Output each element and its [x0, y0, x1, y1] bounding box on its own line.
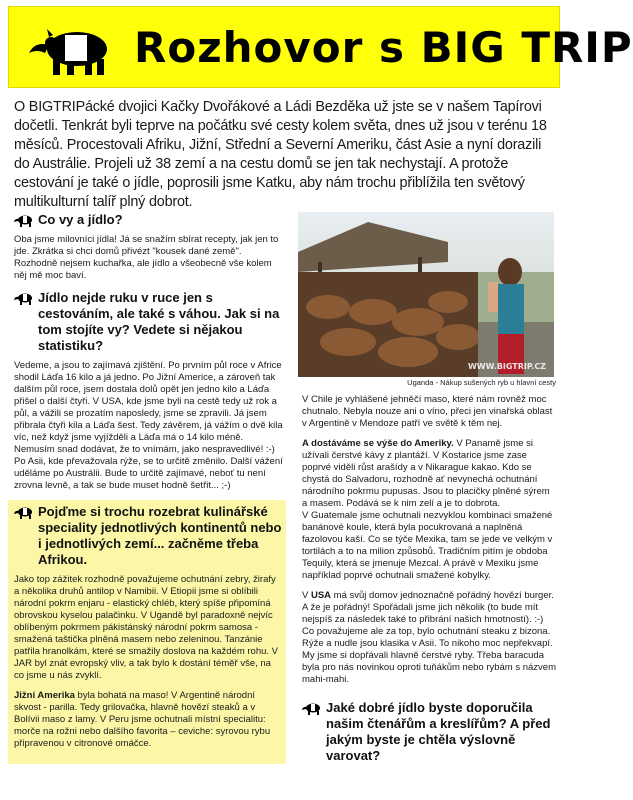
right-column — [296, 212, 556, 770]
left-column — [8, 212, 286, 764]
answer-text: V Guatemale jsme ochutnali nezvyklou kombinaci smažené banánové koule, která byla pocukrovaná a naplněná fazolovou kaší. Co se týče Mexika, tam se jede ve velkým v tortilách a to na milion způsobů. Tradičním pitím je obdoba Tequily, která se jmenuje Mezcal. A právě v Mexiku jsme například poprvé ochutnali smažené kobylky. — [302, 510, 553, 581]
header-banner — [8, 6, 633, 88]
intro-paragraph: O BIGTRIPácké dvojici Kačky Dvořákové a Ládi Bezděka už jste se v našem Tapírovi dočetli. Tenkrát byli teprve na počátku své cesty kolem světa, dnes už jsou v terénu 18 měsíců. Procestovali Afriku, Jižní, Střední a Severní Ameriku, část Asie a nyní dorazili do Austrálie. Projeli už 38 zemí a na cestu domů se jen tak nechystají. A protože cestování je také o jídle, poprosili jsme Katku, aby nám trochu přiblížila ten světový multikulturní talíř plný dobrot. — [14, 99, 547, 210]
tapir-bullet-icon — [14, 213, 34, 227]
question-heading — [14, 290, 286, 354]
answer-text: Vedeme, a jsou to zajímavá zjištění. Po prvním půl roce v Africe shodil Láďa 16 kilo a já jedno. Po Jižní Americe, a zároveň tak dalším půl roce, jsem dostala dolů opět jen jedno kilo a Láďa přišel o další čtyři. V USA, kde jsme byli na cestě tedy už rok a půl, a vážili se prozatím naposledy, jsme se zpravili. Já jsem přibrala čtyři kila a Láďa šest. Tedy závěrem, já vážím o dvě kila víc, než když jsme vyjížděli a Láďa má o 14 kilo méně. Nemusím snad dodávat, že to vnímám, jako nespravedlivé! :-) Po Asii, kde převažovala rýže, se to určitě změnilo. Další vážení uděláme po Austrálii. Bude to určitě zajímavé, neboť tu není zrovna levně, a tak se bude muset hodně šetřit... ;-) — [14, 360, 283, 491]
page-title: Rozhovor s BIG TRIP — [134, 23, 633, 72]
emphasis: Jižní Amerika — [14, 690, 75, 701]
question-heading — [14, 504, 282, 568]
answer-text: A dostáváme se výše do Ameriky. V Panamě jsme si užívali čerstvé kávy z plantáží. V Kostarice jsme zase poprvé viděli růst arašídy a v Nikarague kakao. Kdo se chystá do Salvadoru, rozhodně ať nevynechá ochutnání národního pokrmu pupusas. Jsou to placičky plněné sýrem a masem. Podává se k nim zelí a je to dobrota. — [302, 438, 550, 509]
tapir-bullet-icon — [14, 291, 34, 305]
market-photo — [298, 212, 554, 377]
photo — [298, 212, 554, 377]
tapir-bullet-icon — [14, 505, 34, 519]
photo-caption: Uganda - Nákup sušených ryb u hlavní cesty — [407, 378, 556, 387]
emphasis: A dostáváme se výše do Ameriky. — [302, 438, 454, 449]
question-text: Pojďme si trochu rozebrat kulinářské speciality jednotlivých kontinentů nebo i jednotlivých zemí... začněme třeba Afrikou. — [38, 504, 282, 567]
emphasis: USA — [310, 590, 332, 601]
question-text: Co vy a jídlo? — [38, 212, 123, 227]
answer-text: V USA má svůj domov jednoznačně pořádný hovězí burger. A že je pořádný! Spořádali jsme jich několik (to bude mít nejspíš za následek také to přibrání našich hmotností). :-) Co považujeme ale za top, bylo ochutnání steaku z bizona. Rýže a nudle jsou klasika v Asii. To nikoho moc nepřekvapí. My jsme si dopřávali hlavně čerstvé ryby. Třeba baracuda byla pro nás novinkou oproti tuňákům nebo rybám s názvem mahi-mahi. — [302, 590, 556, 685]
question-text: Jaké dobré jídlo byste doporučila našim čtenářům a kreslířům? A před jakým byste je chtěla výslovně varovat? — [326, 700, 551, 763]
answer-text: V Chile je vyhlášené jehněčí maso, které nám rovněž moc chutnalo. Nebyla nouze ani o víno, přeci jen vinařská oblast v Argentině v Mendoze patří ve světě k těm nej. — [302, 394, 553, 429]
highlight-box — [8, 500, 286, 764]
answer-text: Jako top zážitek rozhodně považujeme ochutnání zebry, žirafy a několika druhů antilop v Namibii. V Etiopii jsme si oblíbili národní pokrm enjaru - elastický chléb, který spíše připomíná obrovskou kyselou palačinku. V Ugandě byl paradoxně nejvíc oblíbeným pokrmem pákistánský národní pokrm samosa - smažená taštička plněná masem nebo zeleninou. Tanzánie patřila hranolkám, které se smažily doslova na každém rohu. V JAR byl znát evropský vliv, a tak bylo k dostání téměř vše, na co jsme u nás zvyklí. — [14, 574, 279, 681]
answer-text: Jižní Amerika byla bohatá na maso! V Argentině národní skvost - parilla. Tedy grilovačka, hlavně hovězí steaků a v Bolívii maso z lamy. V Peru jsme ochutnali místní specialitu: morče na rožni nebo dalšího favorita – ceviche: syrovou rybu připravenou v citronové omáčce. — [14, 690, 271, 749]
tapir-icon — [27, 19, 119, 79]
question-heading — [14, 212, 286, 228]
question-text: Jídlo nejde ruku v ruce jen s cestováním, ale také s váhou. Jak si na tom stojíte vy? Vedete si nějakou statistiku? — [38, 290, 280, 353]
question-heading — [302, 700, 556, 764]
tapir-bullet-icon — [302, 701, 322, 715]
photo-watermark: WWW.BIGTRIP.CZ — [467, 362, 546, 371]
answer-text: Oba jsme milovníci jídla! Já se snažím sbírat recepty, jak jen to jde. Zkrátka si chci domů přivézt "kousek dané země". Rozhodně nejsem kuchařka, ale jídlo a všeobecně vše kolem něj mě moc baví. — [14, 234, 279, 281]
